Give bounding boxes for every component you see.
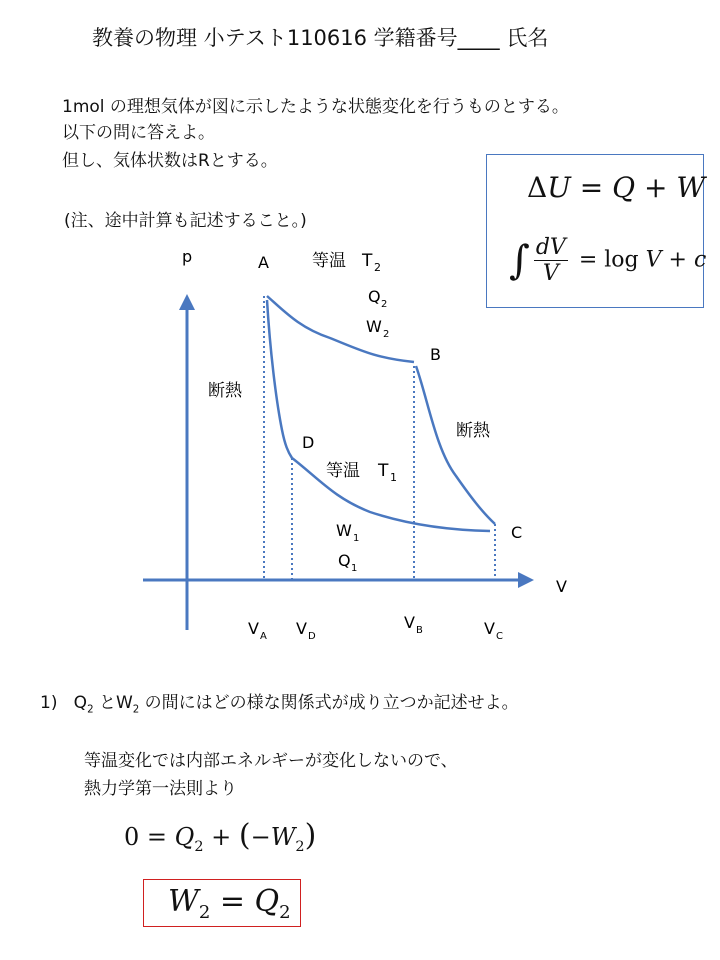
eq1-minus: − — [250, 823, 271, 851]
point-d-label: D — [302, 433, 315, 452]
rhs-equals: = — [578, 247, 598, 273]
w2-symbol: W — [366, 317, 382, 336]
vc-symbol: V — [484, 619, 495, 638]
q2-subscript-text: 2 — [87, 704, 94, 716]
va-symbol: V — [248, 619, 259, 638]
point-b-label: B — [430, 345, 441, 364]
v-axis-arrow-icon — [518, 572, 534, 588]
answer-line-1: 等温変化では内部エネルギーが変化しないので、 — [84, 751, 458, 771]
u-symbol: U — [547, 171, 571, 204]
fraction-numerator: dV — [535, 235, 566, 260]
fraction-denominator: V — [542, 261, 559, 286]
q1-symbol: Q — [338, 551, 351, 570]
t2-subscript: 2 — [374, 261, 381, 274]
w1-subscript: 1 — [353, 533, 360, 544]
eq1-q-subscript: 2 — [194, 838, 204, 855]
w-symbol: W — [676, 171, 706, 204]
w1-symbol: W — [336, 521, 352, 540]
final-answer-box — [143, 879, 301, 927]
isotherm-t1-text: 等温 — [326, 461, 360, 481]
vd-symbol: V — [296, 619, 307, 638]
point-c-label: C — [511, 523, 523, 542]
v-axis-label: V — [556, 577, 567, 596]
eq1-paren-close: ) — [304, 818, 317, 853]
p-axis-arrow-icon — [179, 294, 195, 310]
t1-symbol: T — [378, 461, 389, 481]
eq2-w-symbol: W — [168, 884, 199, 919]
q1-subscript: 1 — [351, 563, 358, 574]
eq2-w-subscript: 2 — [198, 902, 211, 923]
intro-note: (注、途中計算も記述すること。) — [64, 211, 307, 231]
integral-symbol: ∫ — [509, 237, 530, 284]
question-mid-text: とW — [93, 693, 133, 713]
q-symbol: Q — [612, 171, 636, 204]
eq2-equals: = — [219, 884, 245, 919]
equals-symbol: = — [579, 171, 604, 204]
first-law-equation — [124, 818, 316, 855]
intro-line-2: 以下の問に答えよ。 — [62, 123, 215, 143]
plus-symbol: + — [644, 171, 668, 204]
q2-symbol: Q — [368, 287, 381, 306]
answer-line-2: 熱力学第一法則より — [84, 779, 237, 799]
question-text: の間にはどの様な関係式が成り立つか記述せよ。 — [139, 693, 519, 713]
first-law-formula — [527, 171, 705, 204]
eq1-w-symbol: W — [270, 823, 296, 851]
question-number: 1) — [40, 693, 58, 713]
page-title: 教養の物理 小テスト110616 学籍番号____ 氏名 — [92, 26, 549, 50]
log-text: log — [604, 247, 639, 273]
eq2-q-symbol: Q — [254, 884, 280, 919]
eq1-q-symbol: Q — [174, 823, 195, 851]
constant-c: c — [693, 247, 707, 273]
w2-subscript-text: 2 — [132, 704, 140, 716]
adiabat-da-curve — [267, 300, 292, 458]
t2-symbol: T — [362, 251, 373, 271]
q2-subscript: 2 — [381, 299, 388, 310]
isotherm-t1-label — [326, 461, 397, 484]
intro-line-1: 1mol の理想気体が図に示したような状態変化を行うものとする。 — [62, 97, 569, 117]
vd-subscript: D — [308, 631, 316, 642]
p-axis-label: p — [182, 247, 193, 266]
adiabatic-right-label: 断熱 — [456, 421, 490, 441]
eq1-paren-open: ( — [238, 818, 251, 853]
rhs-v-symbol: V — [645, 247, 662, 273]
intro-line-3: 但し、気体状数はRとする。 — [62, 151, 278, 171]
rhs-plus: + — [668, 247, 687, 273]
question-1 — [40, 688, 519, 715]
eq1-w-subscript: 2 — [295, 838, 305, 855]
delta-symbol: Δ — [527, 171, 548, 204]
adiabatic-left-label: 断熱 — [208, 381, 242, 401]
q2-label — [368, 287, 387, 310]
vd-label — [296, 619, 316, 642]
vb-symbol: V — [404, 613, 415, 632]
pv-diagram — [0, 237, 720, 660]
vb-label — [404, 613, 423, 636]
isotherm-t2-curve — [267, 296, 414, 362]
vb-subscript: B — [416, 625, 423, 636]
point-a-label: A — [258, 253, 269, 272]
eq1-equals: = — [146, 823, 168, 851]
w1-label — [336, 521, 359, 544]
isotherm-t2-label — [312, 251, 381, 274]
t1-subscript: 1 — [390, 471, 397, 484]
va-label — [248, 619, 267, 642]
w2-subscript: 2 — [383, 329, 390, 340]
vc-label — [484, 619, 503, 642]
adiabat-bc-curve — [416, 366, 495, 524]
isotherm-t1-curve — [292, 458, 490, 531]
w2-label — [366, 317, 389, 340]
q1-label — [338, 551, 357, 574]
va-subscript: A — [260, 631, 267, 642]
q2-symbol-text: Q — [73, 693, 88, 713]
vc-subscript: C — [496, 631, 503, 642]
eq1-zero: 0 — [124, 823, 140, 851]
isotherm-t2-text: 等温 — [312, 251, 346, 271]
eq2-q-subscript: 2 — [279, 902, 291, 923]
eq1-plus: + — [211, 823, 232, 851]
final-answer — [168, 884, 291, 923]
